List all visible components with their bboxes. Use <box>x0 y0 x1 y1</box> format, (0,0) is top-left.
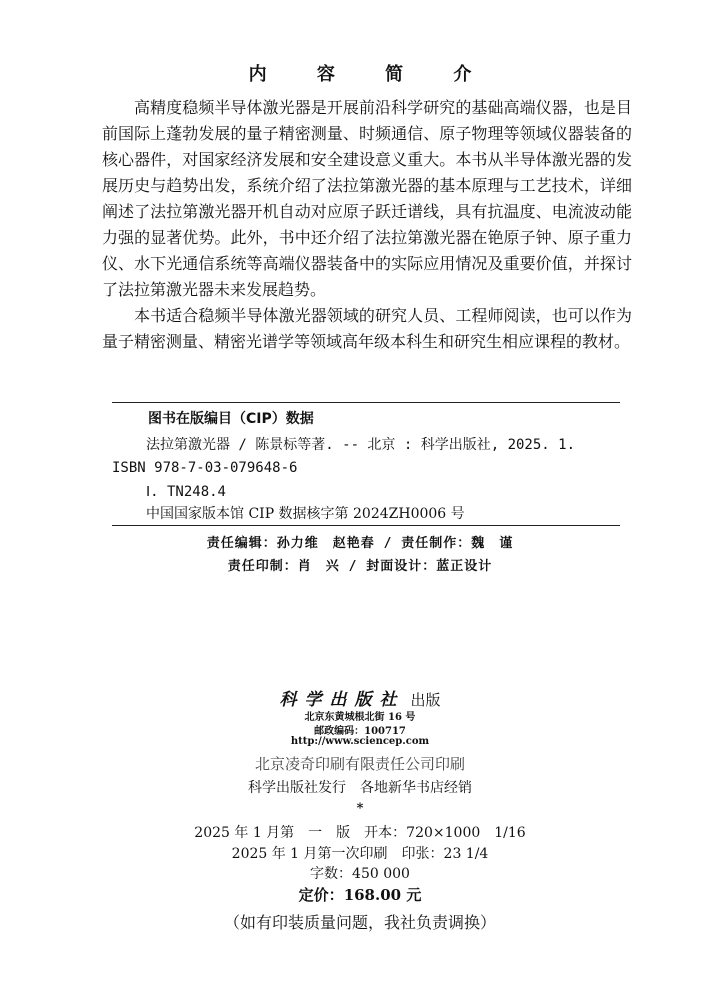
credits-printing-design: 责任印制：肖 兴 / 封面设计：蓝正设计 <box>227 559 493 574</box>
intro-paragraph-1: 高精度稳频半导体激光器是开展前沿科学研究的基础高端仪器，也是目前国际上蓬勃发展的量子精密测量、时频通信、原子物理等领域仪器装备的核心器件，对国家经济发展和安全建设意义重大。本书从半导体激光器的发展历史与趋势出发，系统介绍了法拉第激光器的基本原理与工艺技术，详细阐述了法拉第激光器开机自动对应原子跃迁谱线，具有抗温度、电流波动能力强的显著优势。此外，书中还介绍了法拉第激光器在铯原子钟、原子重力仪、水下光通信系统等高端仪器装备中的实际应用情况及重要价值，并探讨了法拉第激光器未来发展趋势。 <box>102 98 632 299</box>
cip-top-rule <box>112 402 620 403</box>
publisher-line <box>0 685 720 710</box>
cip-title-line: 法拉第激光器 / 陈景标等著. -- 北京 : 科学出版社, 2025. 1. <box>146 437 576 453</box>
cip-record-number: 中国国家版本馆 CIP 数据核字第 2024ZH0006 号 <box>146 506 465 522</box>
cip-isbn: ISBN 978-7-03-079648-6 <box>112 460 298 476</box>
separator-star: * <box>356 801 364 816</box>
publisher-postcode: 邮政编码：100717 <box>314 726 406 737</box>
edition-line: 2025 年 1 月第 一 版 开本：720×1000 1/16 <box>194 825 526 841</box>
cip-classification: Ⅰ. TN248.4 <box>146 484 226 500</box>
wordcount-line: 字数：450 000 <box>310 866 410 882</box>
printing-line: 2025 年 1 月第一次印刷 印张：23 1/4 <box>231 846 489 862</box>
distribution-line: 科学出版社发行 各地新华书店经销 <box>248 780 472 796</box>
price-value: 168.00 元 <box>343 886 422 904</box>
cip-heading: 图书在版编目（CIP）数据 <box>148 411 314 427</box>
publisher-address: 北京东黄城根北街 16 号 <box>304 712 416 723</box>
publisher-name: 科学出版社 <box>279 690 405 710</box>
page-title: 内 容 简 介 <box>248 64 494 85</box>
credits-editors: 责任编辑：孙力维 赵艳春 / 责任制作：魏 谨 <box>206 536 514 551</box>
printer-line: 北京凌奇印刷有限责任公司印刷 <box>254 755 465 773</box>
quality-notice: （如有印装质量问题，我社负责调换） <box>223 913 496 932</box>
price-label: 定价： <box>298 886 344 904</box>
cip-bottom-rule <box>112 525 620 526</box>
intro-text <box>102 95 632 355</box>
publisher-url: http://www.sciencep.com <box>290 736 430 747</box>
intro-paragraph-2: 本书适合稳频半导体激光器领域的研究人员、工程师阅读，也可以作为量子精密测量、精密光谱学等领域高年级本科生和研究生相应课程的教材。 <box>102 306 632 351</box>
publisher-suffix: 出版 <box>410 691 441 709</box>
price-line <box>0 884 720 905</box>
